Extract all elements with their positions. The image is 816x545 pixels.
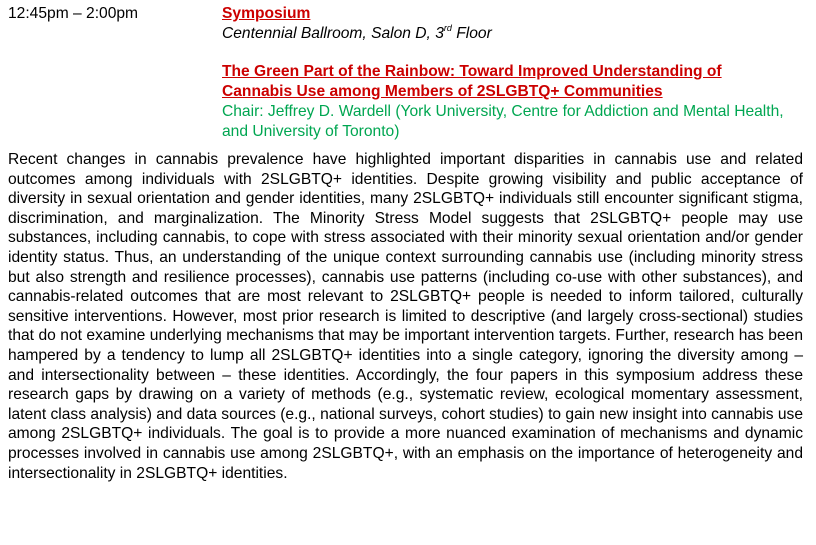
session-time: 12:45pm – 2:00pm (8, 5, 139, 22)
location-suffix: Floor (451, 25, 492, 42)
location-superscript: rd (443, 22, 452, 33)
symposium-title: The Green Part of the Rainbow: Toward Improved Understanding of Cannabis Use among Members of 2SLGBTQ+ Communities (222, 63, 722, 100)
abstract-text: Recent changes in cannabis prevalence have highlighted important disparities in cannabis use and related outcomes among individuals with 2SLGBTQ+ identities. Despite growing visibility and public acceptance of diversity in sexual orientation and gender identities, many 2SLGBTQ+ individuals still encounter significant stigma, discrimination, and marginalization. The Minority Stress Model suggests that 2SLGBTQ+ people may use substances, including cannabis, to cope with stress associated with their minority sexual orientation and/or gender identity status. Thus, an understanding of the unique context surrounding cannabis use (including minority stress but also strength and resilience processes), cannabis use patterns (including co-use with other substances), and cannabis-related outcomes that are most relevant to 2SLGBTQ+ people is needed to inform tailored, culturally sensitive interventions. However, most prior research is limited to descriptive (and largely cross-sectional) studies that do not examine underlying mechanisms that may be important intervention targets. Further, research has been hampered by a tendency to lump all 2SLGBTQ+ identities into a single category, ignoring the diversity among – and intersectionality between – these identities. Accordingly, the four papers in this symposium address these research gaps by drawing on a variety of methods (e.g., systematic review, ecological momentary assessment, latent class analysis) and data sources (e.g., national surveys, cohort studies) to gain new insight into cannabis use among 2SLGBTQ+ individuals. The goal is to provide a more nuanced examination of mechanisms and dynamic processes involved in cannabis use among 2SLGBTQ+, with an emphasis on the importance of heterogeneity and intersectionality in 2SLGBTQ+ identities. (8, 151, 803, 482)
session-info (222, 4, 802, 142)
symposium-chair: Chair: Jeffrey D. Wardell (York University, Centre for Addiction and Mental Health, and University of Toronto) (222, 103, 784, 140)
session-type: Symposium (222, 5, 311, 22)
location-main: Centennial Ballroom, Salon D, 3 (222, 25, 444, 42)
session-location (222, 24, 802, 44)
